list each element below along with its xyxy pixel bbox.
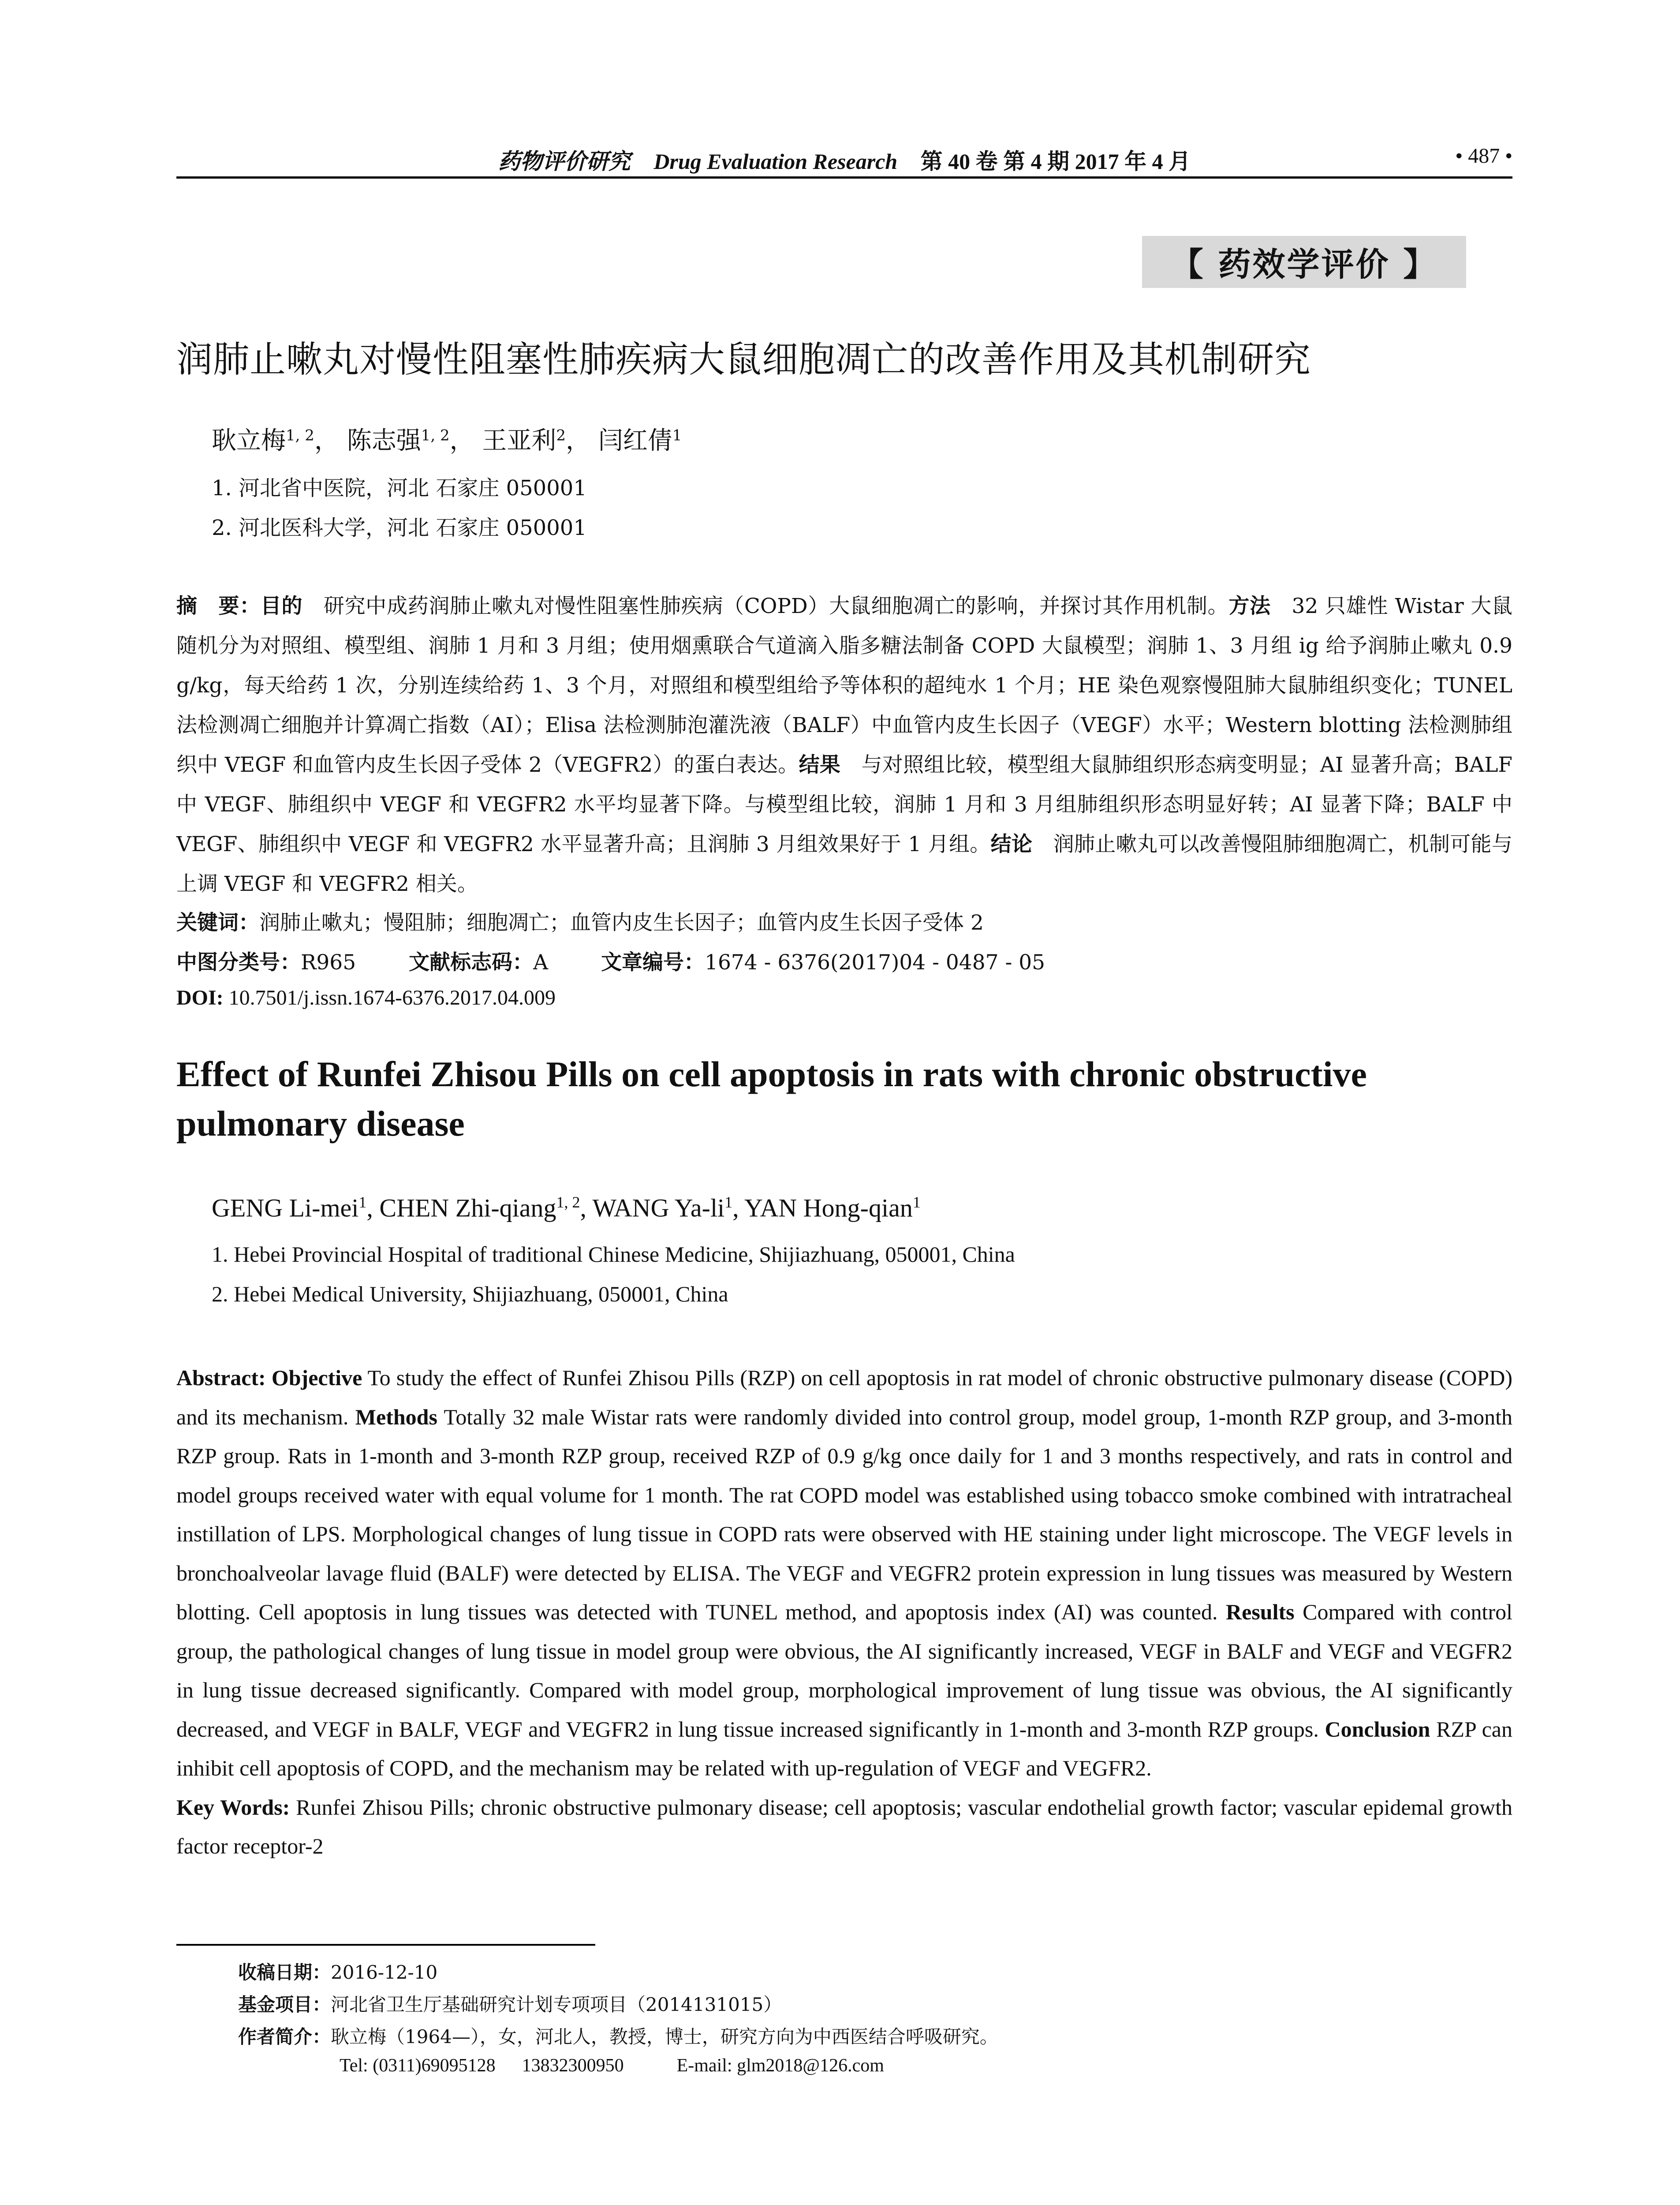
author-name: 王亚利 (482, 426, 556, 455)
author-affil-mark: 1, 2 (421, 426, 450, 445)
author-bio-label: 作者简介： (238, 2026, 331, 2048)
contact-tel: Tel: (0311)69095128 (340, 2056, 496, 2076)
author-list-cn (212, 421, 682, 456)
paper-title-en: Effect of Runfei Zhisou Pills on cell apoptosis in rats with chronic obstructive pulmonary disease (176, 1054, 1367, 1144)
author-affil-mark: 2 (556, 426, 566, 445)
article-no-label: 文章编号： (601, 950, 705, 975)
author-name: YAN Hong-qian (744, 1193, 913, 1222)
objective-label: 目的 (260, 594, 303, 618)
received-label: 收稿日期： (238, 1962, 331, 1983)
author-affil-mark: 1 (672, 426, 682, 445)
keywords-cn (176, 906, 984, 936)
doi-value: 10.7501/j.issn.1674-6376.2017.04.009 (223, 986, 556, 1009)
article-no-value: 1674 - 6376(2017)04 - 0487 - 05 (705, 950, 1045, 975)
author-separator: ， (314, 426, 339, 455)
methods-text: Totally 32 male Wistar rats were randomly divided into control group, model group, 1-month RZP group, and 3-month RZP group. Rats in 1-month and 3-month RZP group, received RZP of 0.9 g/kg once daily for 1 and 3 months respectively, and rats in control and model groups received water with equal volume for 1 month. The rat COPD model was established using tobacco smoke combined with intratracheal instillation of LPS. Morphological changes of lung tissue in COPD rats were observed with HE staining under light microscope. The VEGF levels in bronchoalveolar lavage fluid (BALF) were detected by ELISA. The VEGF and VEGFR2 protein expression in lung tissues was measured by Western blotting. Cell apoptosis in lung tissues was detected with TUNEL method, and apoptosis index (AI) was counted. (176, 1404, 1512, 1624)
author-affil-mark: 1 (358, 1193, 367, 1211)
author-name: 耿立梅 (212, 426, 286, 455)
affiliation-en-2: 2. Hebei Medical University, Shijiazhuang, 050001, China (212, 1282, 728, 1306)
conclusion-label: 结论 (990, 832, 1033, 856)
abstract-cn (176, 587, 1512, 904)
keywords-label: 关键词： (176, 911, 259, 935)
classification-line (176, 946, 1045, 975)
journal-issue: 第 40 卷 第 4 期 2017 年 4 月 (920, 149, 1191, 174)
fund-label: 基金项目： (238, 1994, 331, 2015)
author-name: WANG Ya-li (592, 1193, 725, 1222)
affiliation-cn-2: 2. 河北医科大学，河北 石家庄 050001 (212, 516, 587, 540)
objective-text: To study the effect of Runfei Zhisou Pills (RZP) on cell apoptosis in rat model of chronic obstructive pulmonary disease (COPD) and its mechanism. (176, 1365, 1512, 1429)
author-list-en (212, 1193, 921, 1222)
author-separator: , (732, 1193, 745, 1222)
keywords-text: Runfei Zhisou Pills; chronic obstructive pulmonary disease; cell apoptosis; vascular endothelial growth factor; vascular epidemal growth factor receptor-2 (176, 1794, 1513, 1858)
contact-email: E-mail: glm2018@126.com (676, 2056, 884, 2076)
author-separator: , (366, 1193, 380, 1222)
author-name: GENG Li-mei (212, 1193, 359, 1222)
page-number: • 487 • (1455, 144, 1512, 168)
affiliation-cn-1: 1. 河北省中医院，河北 石家庄 050001 (212, 476, 587, 501)
paper-title-cn: 润肺止嗽丸对慢性阻塞性肺疾病大鼠细胞凋亡的改善作用及其机制研究 (176, 339, 1311, 381)
conclusion-label: Conclusion (1325, 1716, 1430, 1742)
author-affil-mark: 1 (912, 1193, 921, 1211)
doi-line (176, 986, 556, 1010)
conclusion-text: RZP can inhibit cell apoptosis of COPD, and the mechanism may be related with up-regulation of VEGF and VEGFR2. (176, 1716, 1512, 1780)
author-bio-text: 耿立梅（1964—），女，河北人，教授，博士，研究方向为中西医结合呼吸研究。 (331, 2026, 998, 2048)
journal-name-en: Drug Evaluation Research (653, 149, 898, 174)
running-header (176, 141, 1512, 179)
running-header-journal (176, 144, 1512, 176)
methods-label: 方法 (1228, 594, 1271, 618)
clc-label: 中图分类号： (176, 950, 301, 975)
author-affil-mark: 1 (724, 1193, 733, 1211)
conclusion-text: 润肺止嗽丸可以改善慢阻肺细胞凋亡，机制可能与上调 VEGF 和 VEGFR2 相关。 (176, 832, 1513, 896)
abstract-en (176, 1358, 1512, 1866)
contact-mobile: 13832300950 (522, 2056, 624, 2076)
abstract-label: 摘 要： (176, 594, 261, 618)
methods-label: Methods (355, 1404, 437, 1429)
author-separator: , (580, 1193, 593, 1222)
author-separator: ， (449, 426, 474, 455)
affiliation-en-1: 1. Hebei Provincial Hospital of traditional Chinese Medicine, Shijiazhuang, 050001, China (212, 1242, 1015, 1267)
results-label: 结果 (799, 753, 841, 777)
author-name: 闫红倩 (598, 426, 672, 455)
fund-text: 河北省卫生厅基础研究计划专项项目（2014131015） (331, 1994, 782, 2015)
author-affil-mark: 1, 2 (286, 426, 314, 445)
objective-text: 研究中成药润肺止嗽丸对慢性阻塞性肺疾病（COPD）大鼠细胞凋亡的影响，并探讨其作用机制。 (302, 594, 1229, 618)
doc-code-label: 文献标志码： (409, 950, 534, 975)
footnote-author (238, 2022, 998, 2049)
author-affil-mark: 1, 2 (556, 1193, 580, 1211)
keywords-text: 润肺止嗽丸；慢阻肺；细胞凋亡；血管内皮生长因子；血管内皮生长因子受体 2 (259, 911, 984, 935)
results-text: Compared with control group, the pathological changes of lung tissue in model group were obvious, the AI significantly increased, VEGF in BALF and VEGF and VEGFR2 in lung tissue decreased significantly. Compared with model group, morphological improvement of lung tissue was obvious, the AI significantly decreased, and VEGF in BALF, VEGF and VEGFR2 in lung tissue increased significantly in 1-month and 3-month RZP groups. (176, 1600, 1512, 1742)
doc-code-value: A (533, 950, 549, 975)
author-name: CHEN Zhi-qiang (379, 1193, 556, 1222)
journal-name-cn: 药物评价研究 (498, 148, 631, 174)
section-tag: 【 药效学评价 】 (1142, 236, 1466, 288)
received-date: 2016-12-10 (331, 1962, 438, 1983)
author-separator: ， (566, 426, 591, 455)
doi-label: DOI: (176, 986, 224, 1009)
results-label: Results (1226, 1600, 1295, 1624)
author-name: 陈志强 (347, 426, 421, 455)
abstract-label: Abstract: (176, 1365, 272, 1390)
footnote-fund (238, 1990, 782, 2017)
keywords-label: Key Words: (176, 1794, 290, 1820)
clc-value: R965 (301, 950, 356, 975)
results-text: 与对照组比较，模型组大鼠肺组织形态病变明显；AI 显著升高；BALF 中 VEGF、肺组织中 VEGF 和 VEGFR2 水平均显著下降。与模型组比较，润肺 1 月和 3 月组肺组织形态明显好转；AI 显著下降；BALF 中 VEGF、肺组织中 VEGF 和 VEGFR2 水平显著升高；且润肺 3 月组效果好于 1 月组。 (176, 753, 1513, 856)
methods-text: 32 只雄性 Wistar 大鼠随机分为对照组、模型组、润肺 1 月和 3 月组；使用烟熏联合气道滴入脂多糖法制备 COPD 大鼠模型；润肺 1、3 月组 ig 给予润肺止嗽丸 0.9 g/kg，每天给药 1 次，分别连续给药 1、3 个月，对照组和模型组给予等体积的超纯水 1 个月；HE 染色观察慢阻肺大鼠肺组织变化；TUNEL 法检测凋亡细胞并计算凋亡指数（AI）；Elisa 法检测肺泡灌洗液（BALF）中血管内皮生长因子（VEGF）水平；Western blotting 法检测肺组织中 VEGF 和血管内皮生长因子受体 2（VEGFR2）的蛋白表达。 (176, 594, 1513, 777)
footnote-divider (176, 1944, 595, 1946)
objective-label: Objective (271, 1365, 362, 1390)
footnote-received (238, 1958, 437, 1984)
footnote-contact (340, 2055, 884, 2076)
